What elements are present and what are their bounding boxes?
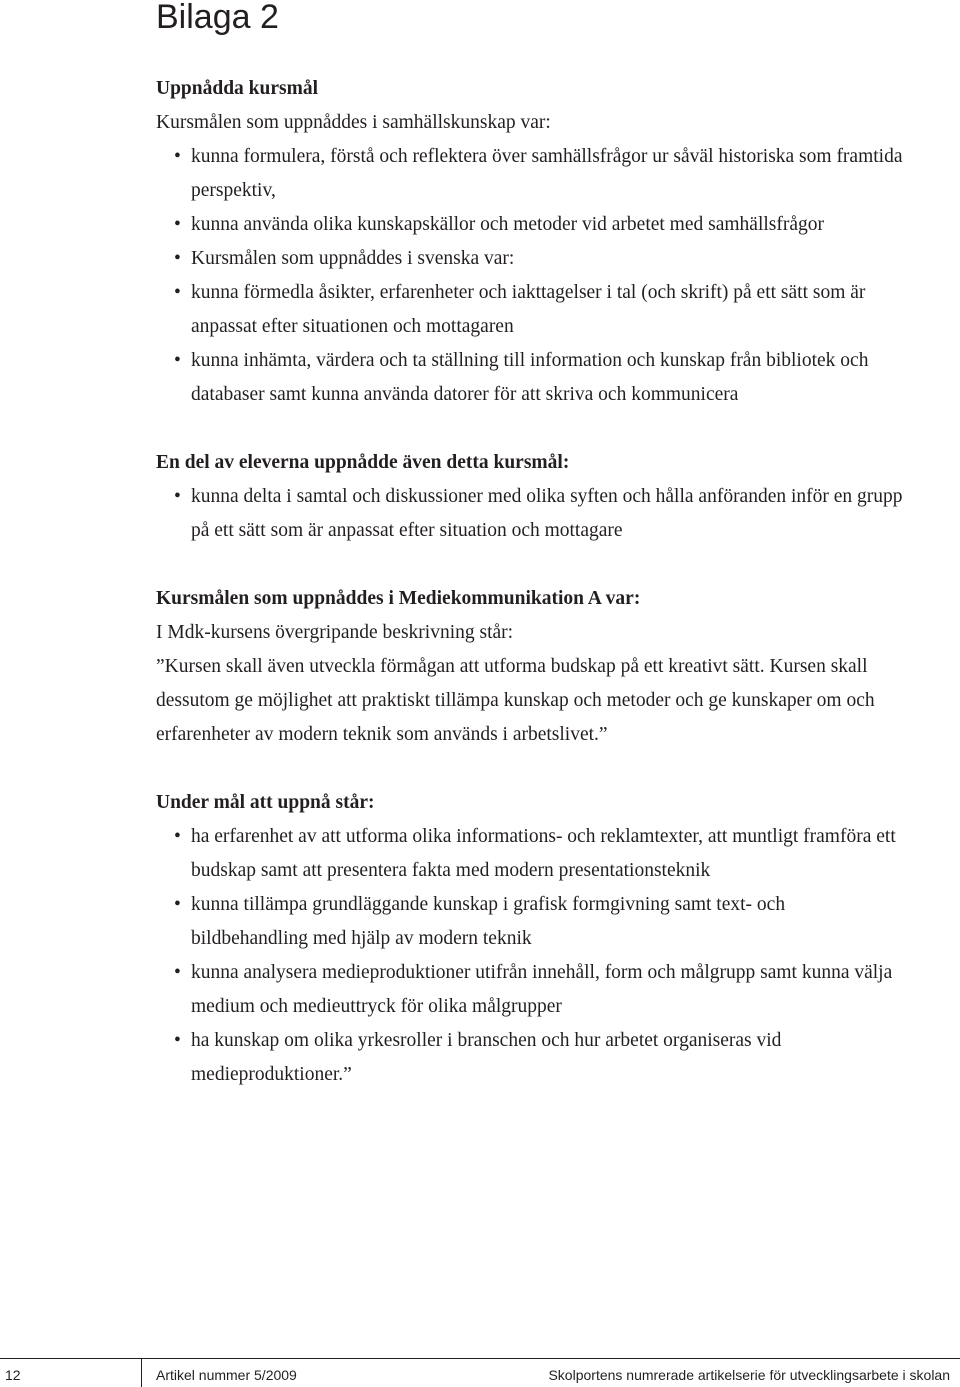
list-item: • kunna formulera, förstå och reflektera över samhällsfrågor ur såväl historiska som framtida perspektiv, (156, 140, 960, 208)
quote-line: ”Kursen skall även utveckla förmågan att utforma budskap på ett kreativt sätt. Kursen skall (156, 656, 868, 677)
series-name: Skolportens numrerade artikelserie för utvecklingsarbete i skolan (548, 1367, 950, 1383)
bullet-list-under-mal (156, 820, 960, 1092)
page-footer (0, 1358, 960, 1387)
section-intro-samhallskunskap: Kursmålen som uppnåddes i samhällskunskap var: (156, 112, 551, 133)
bullet-list-en-del (156, 480, 960, 548)
quote-line: dessutom ge möjlighet att praktiskt tillämpa kunskap och metoder och ge kunskaper om och (156, 690, 875, 711)
section-heading-kursmal: Uppnådda kursmål (156, 78, 319, 99)
page-title: Bilaga 2 (156, 0, 279, 36)
section-heading-en-del: En del av eleverna uppnådde även detta kursmål: (156, 452, 570, 473)
article-number: Artikel nummer 5/2009 (156, 1367, 297, 1383)
bullet-list-samhallskunskap (156, 140, 960, 412)
list-item: • ha kunskap om olika yrkesroller i branschen och hur arbetet organiseras vid medieproduktioner.” (156, 1024, 960, 1092)
list-item: • kunna analysera medieproduktioner utifrån innehåll, form och målgrupp samt kunna välja medium och medieuttryck för olika målgrupper (156, 956, 960, 1024)
list-item: • ha erfarenhet av att utforma olika informations- och reklamtexter, att muntligt framföra ett budskap samt att presentera fakta med modern presentationsteknik (156, 820, 960, 888)
list-item: • kunna delta i samtal och diskussioner med olika syften och hålla anföranden inför en grupp på ett sätt som är anpassat efter situation och mottagare (156, 480, 960, 548)
section-heading-under-mal: Under mål att uppnå står: (156, 792, 375, 813)
spacer (156, 412, 960, 446)
page-number: 12 (5, 1367, 21, 1383)
footer-vertical-divider (141, 1358, 142, 1387)
list-item: • kunna förmedla åsikter, erfarenheter och iakttagelser i tal (och skrift) på ett sätt som är anpassat efter situationen och mottagaren (156, 276, 960, 344)
section-intro-mdk: I Mdk-kursens övergripande beskrivning står: (156, 622, 514, 643)
list-item: • Kursmålen som uppnåddes i svenska var: (156, 242, 960, 276)
spacer (156, 752, 960, 786)
section-heading-mediekommunikation: Kursmålen som uppnåddes i Mediekommunikation A var: (156, 588, 641, 609)
spacer (156, 548, 960, 582)
list-item: • kunna använda olika kunskapskällor och metoder vid arbetet med samhällsfrågor (156, 208, 960, 242)
quote-line: erfarenheter av modern teknik som används i arbetslivet.” (156, 724, 608, 745)
list-item: • kunna tillämpa grundläggande kunskap i grafisk formgivning samt text- och bildbehandling med hjälp av modern teknik (156, 888, 960, 956)
footer-divider (0, 1358, 960, 1359)
list-item: • kunna inhämta, värdera och ta ställning till information och kunskap från bibliotek och databaser samt kunna använda datorer för att skriva och kommunicera (156, 344, 960, 412)
document-body (156, 72, 960, 1092)
